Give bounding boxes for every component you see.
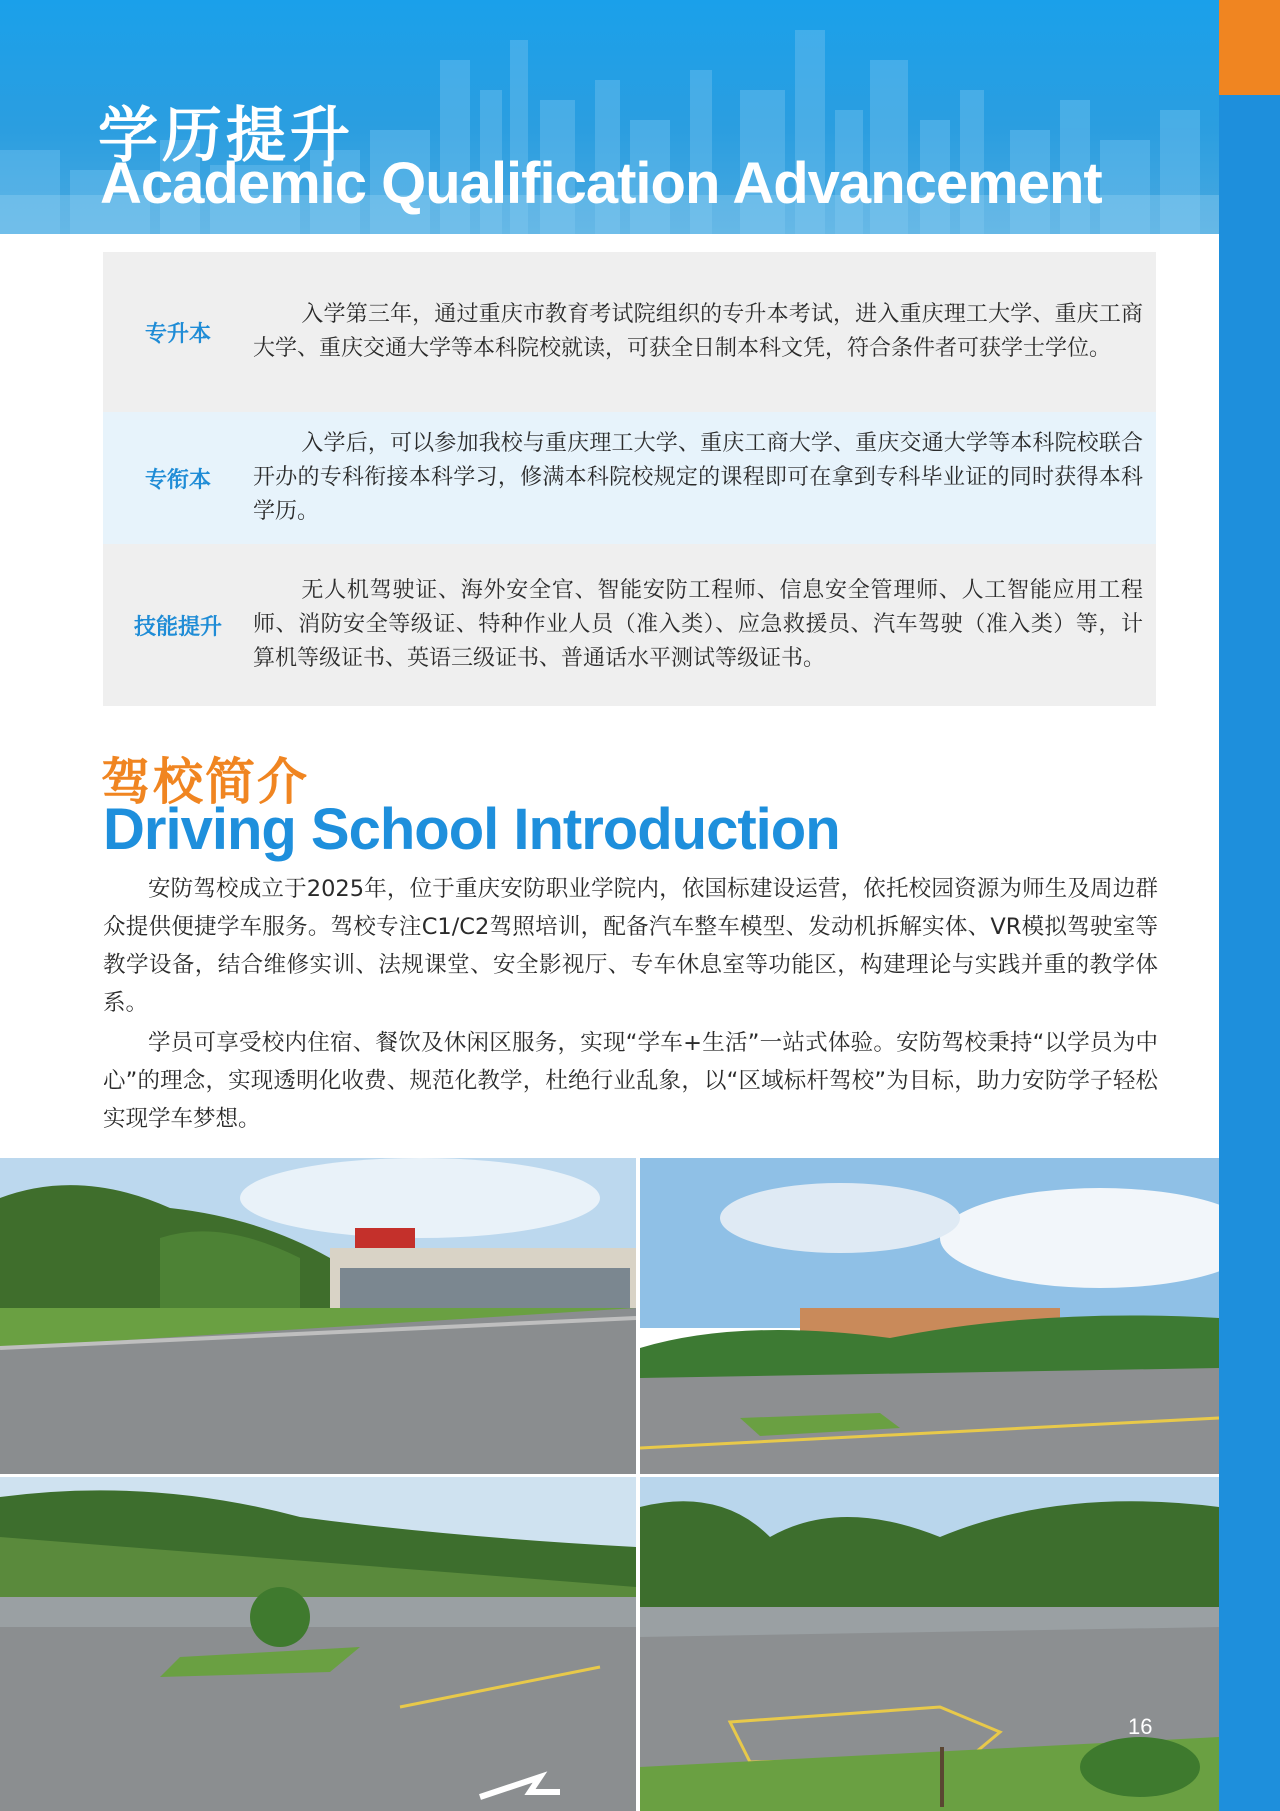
driving-school-photo (640, 1477, 1219, 1811)
header-title-chinese: 学历提升 (98, 101, 354, 171)
row-label: 专升本 (144, 321, 211, 347)
header-banner (0, 0, 1219, 234)
header-title-english: Academic Qualification Advancement (100, 151, 1102, 216)
row-label: 专衔本 (144, 467, 211, 493)
row-description: 无人机驾驶证、海外安全官、智能安防工程师、信息安全管理师、人工智能应用工程师、消防安全等级证、特种作业人员（准入类）、应急救援员、汽车驾驶（准入类）等，计算机等级证书、英语三级证书、普通话水平测试等级证书。 (253, 578, 1143, 671)
intro-paragraph: 学员可享受校内住宿、餐饮及休闲区服务，实现“学车+生活”一站式体验。安防驾校秉持“以学员为中心”的理念，实现透明化收费、规范化教学，杜绝行业乱象，以“区域标杆驾校”为目标，助力安防学子轻松实现学车梦想。 (103, 1030, 1158, 1132)
driving-school-photo (0, 1477, 636, 1811)
table-row (103, 544, 1156, 706)
table-row (103, 252, 1156, 412)
right-edge-strip (1219, 0, 1280, 1811)
intro-paragraph: 安防驾校成立于2025年，位于重庆安防职业学院内，依国标建设运营，依托校园资源为师生及周边群众提供便捷学车服务。驾校专注C1/C2驾照培训，配备汽车整车模型、发动机拆解实体、VR模拟驾驶室等教学设备，结合维修实训、法规课堂、安全影视厅、专车休息室等功能区，构建理论与实践并重的教学体系。 (103, 876, 1158, 1016)
section-title-english: Driving School Introduction (103, 797, 840, 862)
row-label: 技能提升 (133, 614, 222, 640)
orange-corner-tab (1219, 0, 1280, 95)
qualification-table (103, 252, 1156, 706)
row-description: 入学后，可以参加我校与重庆理工大学、重庆工商大学、重庆交通大学等本科院校联合开办的专科衔接本科学习，修满本科院校规定的课程即可在拿到专科毕业证的同时获得本科学历。 (253, 431, 1143, 524)
page-number: 16 (1128, 1714, 1153, 1739)
driving-school-photo (640, 1158, 1219, 1474)
driving-school-photo (0, 1158, 636, 1474)
section-title-chinese: 驾校简介 (101, 753, 309, 811)
table-row (103, 412, 1156, 544)
row-description: 入学第三年，通过重庆市教育考试院组织的专升本考试，进入重庆理工大学、重庆工商大学、重庆交通大学等本科院校就读，可获全日制本科文凭，符合条件者可获学士学位。 (253, 302, 1143, 361)
